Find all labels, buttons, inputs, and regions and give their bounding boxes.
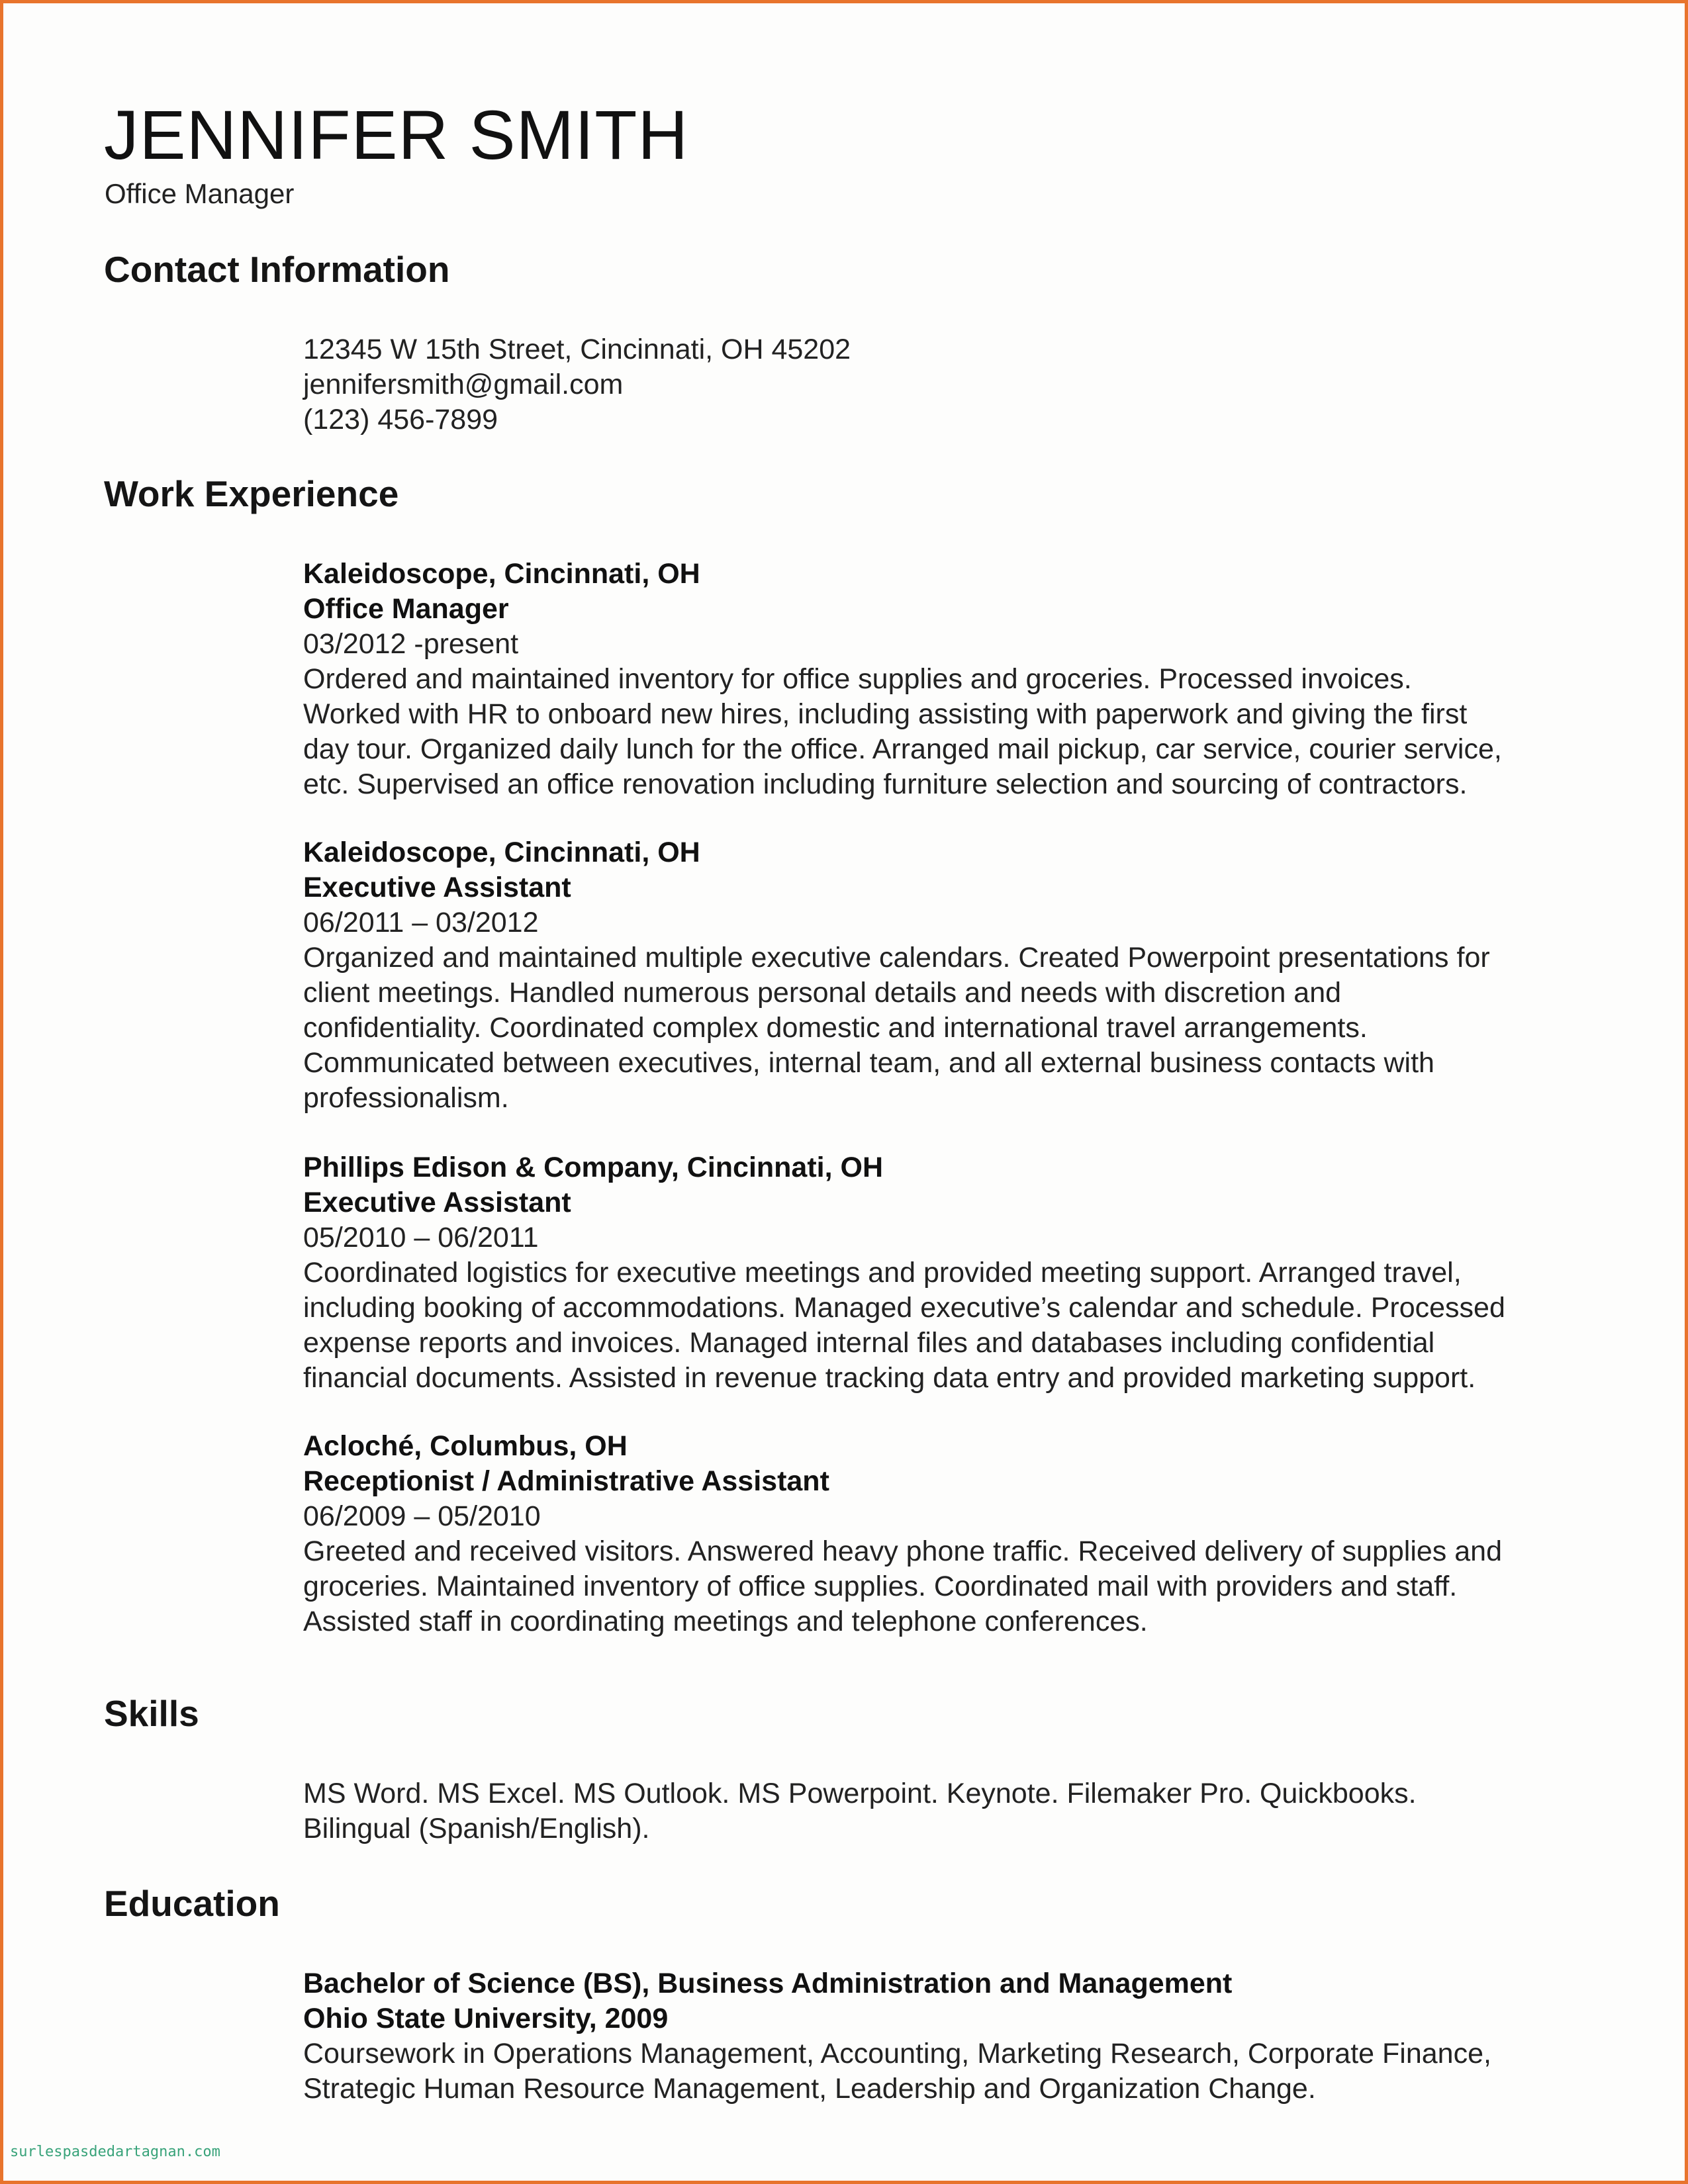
job-description-line: Communicated between executives, internal team, and all external business contacts with <box>303 1047 1434 1079</box>
job-entry <box>303 835 1627 1116</box>
job-description-line: Organized and maintained multiple executive calendars. Created Powerpoint presentations for <box>303 942 1490 974</box>
job-dates: 05/2010 – 06/2011 <box>303 1222 539 1253</box>
job-description-line: Assisted staff in coordinating meetings and telephone conferences. <box>303 1606 1148 1637</box>
job-description-line: Ordered and maintained inventory for office supplies and groceries. Processed invoices. <box>303 663 1412 695</box>
candidate-name: JENNIFER SMITH <box>104 97 689 174</box>
job-entry <box>303 1150 1627 1396</box>
job-company: Acloché, Columbus, OH <box>303 1430 628 1462</box>
job-description-line: expense reports and invoices. Managed internal files and databases including confidential <box>303 1327 1435 1359</box>
skills-line: Bilingual (Spanish/English). <box>303 1813 650 1844</box>
education-heading: Education <box>104 1883 280 1924</box>
education-degree: Bachelor of Science (BS), Business Administration and Management <box>303 1968 1233 1999</box>
job-description-line: including booking of accommodations. Managed executive’s calendar and schedule. Processed <box>303 1292 1505 1324</box>
contact-email: jennifersmith@gmail.com <box>303 369 624 400</box>
contact-details <box>303 332 1627 437</box>
job-dates: 06/2011 – 03/2012 <box>303 907 539 938</box>
job-entry <box>303 1429 1627 1639</box>
job-dates: 06/2009 – 05/2010 <box>303 1500 541 1532</box>
job-position: Executive Assistant <box>303 872 571 903</box>
contact-address: 12345 W 15th Street, Cincinnati, OH 45202 <box>303 334 851 365</box>
job-company: Phillips Edison & Company, Cincinnati, OH <box>303 1152 883 1183</box>
job-position: Receptionist / Administrative Assistant <box>303 1465 829 1497</box>
job-description-line: groceries. Maintained inventory of office supplies. Coordinated mail with providers and staff. <box>303 1570 1458 1602</box>
education-entry <box>303 1966 1627 2107</box>
job-description-line: client meetings. Handled numerous personal details and needs with discretion and <box>303 977 1342 1009</box>
skills-heading: Skills <box>104 1693 199 1734</box>
education-school: Ohio State University, 2009 <box>303 2003 669 2034</box>
job-entry <box>303 557 1627 802</box>
education-coursework-line: Coursework in Operations Management, Accounting, Marketing Research, Corporate Finance, <box>303 2038 1491 2070</box>
skills-line: MS Word. MS Excel. MS Outlook. MS Powerpoint. Keynote. Filemaker Pro. Quickbooks. <box>303 1778 1417 1809</box>
education-coursework-line: Strategic Human Resource Management, Leadership and Organization Change. <box>303 2073 1316 2105</box>
job-description-line: professionalism. <box>303 1082 509 1114</box>
candidate-title: Office Manager <box>105 178 295 209</box>
job-description-line: Greeted and received visitors. Answered heavy phone traffic. Received delivery of supplies and <box>303 1535 1502 1567</box>
job-description-line: etc. Supervised an office renovation including furniture selection and sourcing of contractors. <box>303 768 1468 800</box>
work-heading: Work Experience <box>104 473 399 514</box>
job-position: Executive Assistant <box>303 1187 571 1218</box>
job-description-line: Worked with HR to onboard new hires, including assisting with paperwork and giving the first <box>303 698 1468 730</box>
job-dates: 03/2012 -present <box>303 628 519 660</box>
contact-phone: (123) 456-7899 <box>303 404 498 435</box>
source-watermark: surlespasdedartagnan.com <box>10 2144 220 2160</box>
job-company: Kaleidoscope, Cincinnati, OH <box>303 837 700 868</box>
job-description-line: confidentiality. Coordinated complex domestic and international travel arrangements. <box>303 1012 1368 1044</box>
skills-list <box>303 1776 1627 1846</box>
contact-heading: Contact Information <box>104 249 450 290</box>
job-company: Kaleidoscope, Cincinnati, OH <box>303 558 700 590</box>
job-position: Office Manager <box>303 593 509 625</box>
job-description-line: day tour. Organized daily lunch for the office. Arranged mail pickup, car service, courier service, <box>303 733 1502 765</box>
job-description-line: financial documents. Assisted in revenue tracking data entry and provided marketing support. <box>303 1362 1476 1394</box>
job-description-line: Coordinated logistics for executive meetings and provided meeting support. Arranged travel, <box>303 1257 1462 1289</box>
